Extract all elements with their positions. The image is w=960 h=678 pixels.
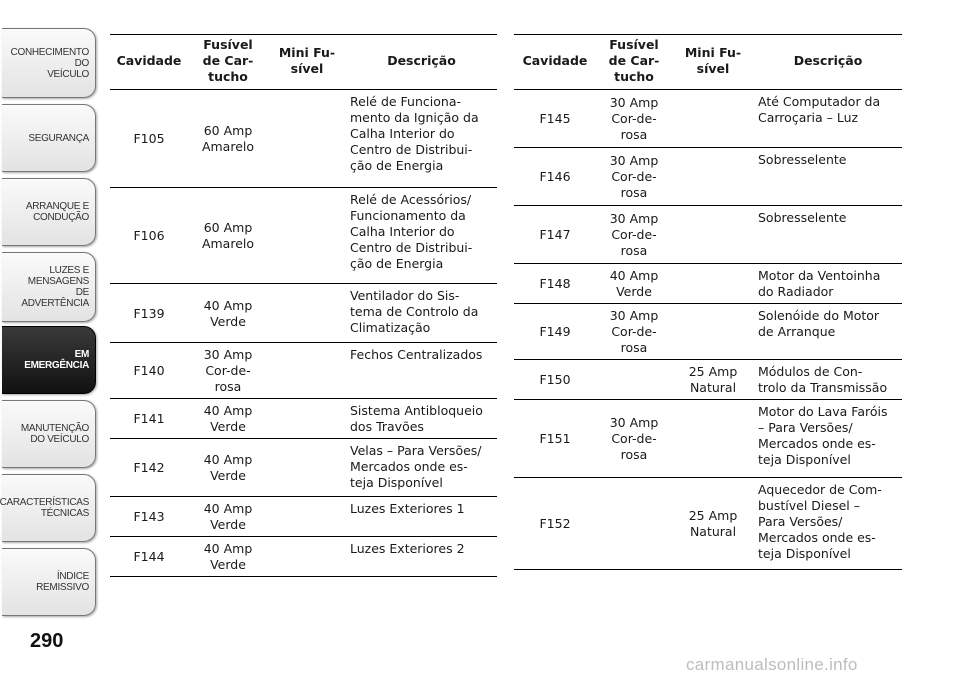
sidebar-tab-5[interactable] xyxy=(2,326,96,394)
sidebar-tab-6[interactable] xyxy=(2,400,96,468)
cell-mini-fusivel xyxy=(672,304,754,360)
table-row xyxy=(514,360,902,400)
header-cavidade: Cavidade xyxy=(110,35,188,90)
cell-fusivel: 30 Amp Cor-de- rosa xyxy=(596,148,672,206)
table-row xyxy=(514,148,902,206)
cell-mini-fusivel xyxy=(672,264,754,304)
table-row xyxy=(110,537,497,577)
header-mini-fusivel: Mini Fu- sível xyxy=(672,35,754,90)
cell-fusivel: 30 Amp Cor-de- rosa xyxy=(188,343,268,399)
header-cavidade: Cavidade xyxy=(514,35,596,90)
cell-fusivel: 30 Amp Cor-de- rosa xyxy=(596,400,672,478)
cell-mini-fusivel xyxy=(268,497,346,537)
cell-mini-fusivel xyxy=(268,439,346,497)
cell-cavidade: F147 xyxy=(514,206,596,264)
cell-descricao: Solenóide do Motor de Arranque xyxy=(754,304,902,360)
cell-fusivel: 40 Amp Verde xyxy=(203,541,253,572)
cell-fusivel: 40 Amp Verde xyxy=(188,439,268,497)
cell-descricao: Ventilador do Sis- tema de Controlo da Climatização xyxy=(346,284,497,343)
cell-cavidade: F144 xyxy=(133,549,165,564)
sidebar-tab-label: EM EMERGÊNCIA xyxy=(24,349,89,371)
cell-cavidade: F146 xyxy=(514,148,596,206)
sidebar-tab-label: ARRANQUE E CONDUÇÃO xyxy=(25,201,89,223)
table-row xyxy=(110,284,497,343)
table-row xyxy=(110,343,497,399)
sidebar-tab-label: CONHECIMENTO DO VEÍCULO xyxy=(10,46,89,80)
cell-descricao: Aquecedor de Com- bustível Diesel – Para Versões/ Mercados onde es- teja Disponível xyxy=(758,482,882,561)
table-row xyxy=(514,478,902,570)
cell-cavidade: F151 xyxy=(514,400,596,478)
sidebar-tab-label: ÍNDICE REMISSIVO xyxy=(36,571,89,593)
cell-mini-fusivel xyxy=(672,90,754,148)
cell-descricao: Fechos Centralizados xyxy=(346,343,497,399)
cell-descricao: Relé de Acessórios/ Funcionamento da Calha Interior do Centro de Distribui- ção de Energia xyxy=(346,188,497,284)
cell-mini-fusivel xyxy=(268,90,346,188)
cell-mini-fusivel xyxy=(268,343,346,399)
table-row xyxy=(110,497,497,537)
cell-descricao: Velas – Para Versões/ Mercados onde es- teja Disponível xyxy=(346,439,497,497)
sidebar-tab-label: MANUTENÇÃO DO VEÍCULO xyxy=(20,423,89,445)
table-row xyxy=(110,399,497,439)
watermark: carmanualsonline.info xyxy=(686,655,858,674)
cell-cavidade: F105 xyxy=(110,90,188,188)
cell-mini-fusivel xyxy=(672,206,754,264)
header-mini-fusivel: Mini Fu- sível xyxy=(268,35,346,90)
sidebar-tab-1[interactable] xyxy=(2,28,96,98)
cell-mini-fusivel xyxy=(268,537,346,577)
cell-cavidade: F142 xyxy=(110,439,188,497)
header-descricao: Descrição xyxy=(754,35,902,90)
sidebar-tab-2[interactable] xyxy=(2,104,96,172)
cell-fusivel: 40 Amp Verde xyxy=(188,284,268,343)
table-row xyxy=(110,439,497,497)
header-fusivel: Fusível de Car- tucho xyxy=(188,35,268,90)
cell-mini-fusivel xyxy=(268,399,346,439)
cell-fusivel: 40 Amp Verde xyxy=(596,264,672,304)
cell-cavidade: F149 xyxy=(514,304,596,360)
cell-fusivel: 60 Amp Amarelo xyxy=(188,90,268,188)
cell-fusivel: 30 Amp Cor-de- rosa xyxy=(596,304,672,360)
cell-mini-fusivel xyxy=(672,400,754,478)
sidebar-tab-8[interactable] xyxy=(2,548,96,616)
cell-cavidade: F143 xyxy=(110,497,188,537)
sidebar-tab-label: CARACTERÍSTICAS TÉCNICAS xyxy=(0,497,89,519)
cell-cavidade: F152 xyxy=(539,516,571,531)
cell-cavidade: F140 xyxy=(110,343,188,399)
cell-fusivel: 60 Amp Amarelo xyxy=(188,188,268,284)
cell-cavidade: F139 xyxy=(110,284,188,343)
table-row xyxy=(514,400,902,478)
cell-cavidade: F106 xyxy=(110,188,188,284)
cell-descricao: Sistema Antibloqueio dos Travões xyxy=(346,399,497,439)
cell-cavidade: F141 xyxy=(110,399,188,439)
sidebar-tab-3[interactable] xyxy=(2,178,96,246)
cell-mini-fusivel: 25 Amp Natural xyxy=(688,508,738,539)
cell-cavidade: F150 xyxy=(514,360,596,400)
cell-mini-fusivel xyxy=(268,284,346,343)
cell-mini-fusivel xyxy=(268,188,346,284)
header-fusivel: Fusível de Car- tucho xyxy=(596,35,672,90)
table-row xyxy=(514,90,902,148)
cell-descricao: Motor do Lava Faróis – Para Versões/ Mercados onde es- teja Disponível xyxy=(754,400,902,478)
sidebar-tab-label: LUZES E MENSAGENS DE ADVERTÊNCIA xyxy=(21,265,89,309)
table-header-row xyxy=(514,35,902,90)
cell-mini-fusivel xyxy=(672,148,754,206)
sidebar-tab-7[interactable] xyxy=(2,474,96,542)
cell-descricao: Até Computador da Carroçaria – Luz xyxy=(754,90,902,148)
fuse-table-left xyxy=(110,34,497,577)
cell-fusivel xyxy=(596,478,672,570)
header-descricao: Descrição xyxy=(346,35,497,90)
cell-fusivel: 30 Amp Cor-de- rosa xyxy=(596,206,672,264)
cell-mini-fusivel: 25 Amp Natural xyxy=(672,360,754,400)
cell-descricao: Luzes Exteriores 2 xyxy=(350,541,465,556)
cell-descricao: Módulos de Con- trolo da Transmissão xyxy=(754,360,902,400)
cell-descricao: Sobresselente xyxy=(754,148,902,206)
table-row xyxy=(110,90,497,188)
cell-fusivel: 30 Amp Cor-de- rosa xyxy=(596,90,672,148)
cell-descricao: Luzes Exteriores 1 xyxy=(346,497,497,537)
cell-descricao: Sobresselente xyxy=(754,206,902,264)
sidebar-tab-4[interactable] xyxy=(2,252,96,322)
cell-descricao: Relé de Funciona- mento da Ignição da Calha Interior do Centro de Distribui- ção de Energia xyxy=(346,90,497,188)
table-header-row xyxy=(110,35,497,90)
table-row xyxy=(110,188,497,284)
cell-cavidade: F148 xyxy=(514,264,596,304)
cell-descricao: Motor da Ventoinha do Radiador xyxy=(754,264,902,304)
cell-fusivel xyxy=(596,360,672,400)
cell-fusivel: 40 Amp Verde xyxy=(188,399,268,439)
table-row xyxy=(514,304,902,360)
cell-fusivel: 40 Amp Verde xyxy=(188,497,268,537)
cell-cavidade: F145 xyxy=(514,90,596,148)
fuse-table-right xyxy=(514,34,902,570)
sidebar-tab-label: SEGURANÇA xyxy=(28,132,89,144)
table-row xyxy=(514,206,902,264)
table-row xyxy=(514,264,902,304)
page-number: 290 xyxy=(30,630,64,652)
